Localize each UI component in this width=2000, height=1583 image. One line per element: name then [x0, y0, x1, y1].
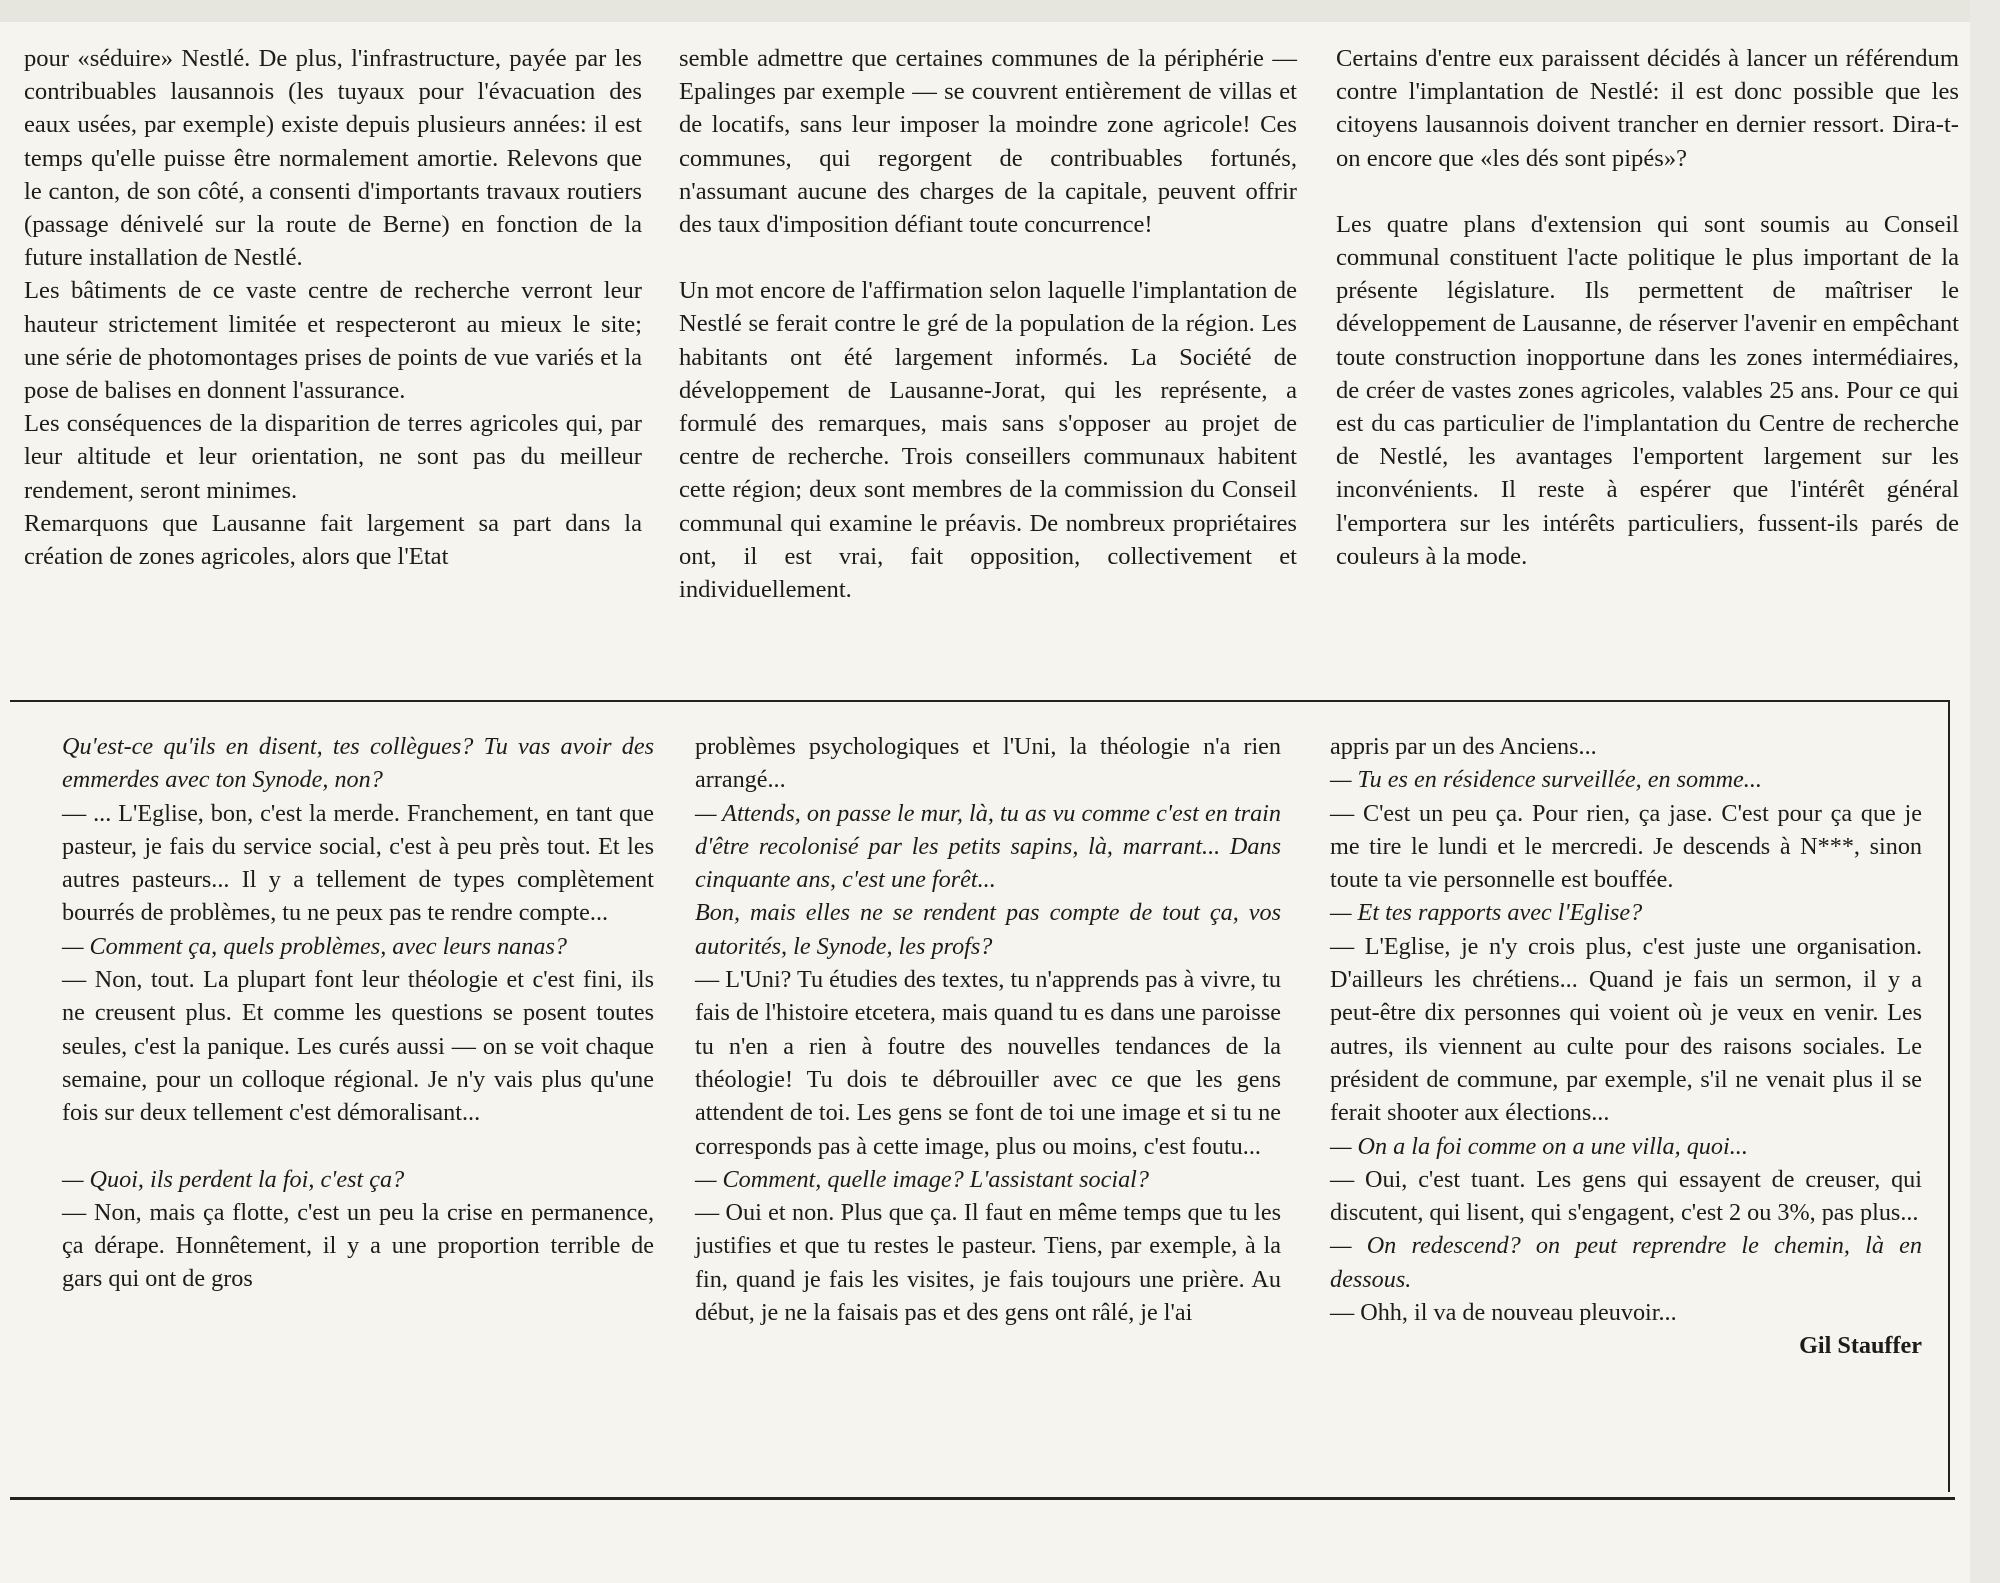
answer: appris par un des Anciens... [1330, 733, 1597, 760]
author-signature: Gil Stauffer [1799, 1332, 1922, 1360]
article-column-2 [679, 42, 1297, 606]
question: Qu'est-ce qu'ils en disent, tes collègues? Tu vas avoir des emmerdes avec ton Synode, non? [62, 733, 654, 794]
answer: — ... L'Eglise, bon, c'est la merde. Franchement, en tant que pasteur, je fais du service social, c'est à peu près tout. Et les autres pasteurs... Il y a tellement de types complètement bourrés de problèmes, tu ne peux pas te rendre compte... [62, 799, 654, 927]
paragraph: Les quatre plans d'extension qui sont soumis au Conseil communal constituent l'acte politique le plus important de la présente législature. Ils permettent de maîtriser le développement de Lausanne, de réserver l'avenir en empêchant toute construction inopportune dans les zones intermédiaires, de créer de vastes zones agricoles, valables 25 ans. Pour ce qui est du cas particulier de l'implantation du Centre de recherche de Nestlé, les avantages l'emportent largement sur les inconvénients. Il reste à espérer que l'intérêt général l'emportera sur les intérêts particuliers, fussent-ils parés de couleurs à la mode. [1336, 210, 1959, 570]
answer: — L'Eglise, je n'y crois plus, c'est juste une organisation. D'ailleurs les chrétiens... Quand je fais un sermon, il y a peut-être dix personnes qui voient où je veux en venir. Les autres, ils viennent au culte pour des raisons sociales. Le président de commune, par exemple, s'il ne venait plus il se ferait shooter aux élections... [1330, 932, 1922, 1127]
question: — Comment ça, quels problèmes, avec leurs nanas? [62, 932, 567, 960]
interview-column-3 [1330, 730, 1922, 1363]
question: — On redescend? on peut reprendre le chemin, là en dessous. [1330, 1232, 1922, 1293]
question: — Tu es en résidence surveillée, en somme... [1330, 766, 1762, 794]
answer: — C'est un peu ça. Pour rien, ça jase. C'est pour ça que je me tire le lundi et le mercredi. Je descends à N***, sinon toute ta vie personnelle est bouffée. [1330, 799, 1922, 894]
answer: problèmes psychologiques et l'Uni, la théologie n'a rien arrangé... [695, 733, 1281, 794]
answer: — Non, mais ça flotte, c'est un peu la crise en permanence, ça dérape. Honnêtement, il y a une proportion terrible de gars qui ont de gros [62, 1198, 654, 1293]
question: Bon, mais elles ne se rendent pas compte de tout ça, vos autorités, le Synode, les profs? [695, 899, 1281, 960]
top-edge-shade [0, 0, 2000, 22]
paragraph: Les bâtiments de ce vaste centre de recherche verront leur hauteur strictement limitée et respecteront au mieux le site; une série de photomontages prises de points de vue variés et la pose de balises en donnent l'assurance. [24, 277, 642, 405]
paragraph: Un mot encore de l'affirmation selon laquelle l'implantation de Nestlé se ferait contre le gré de la population de la région. Les habitants ont été largement informés. La Société de développement de Lausanne-Jorat, qui les représente, a formulé des remarques, mais sans s'opposer au projet de centre de recherche. Trois conseillers communaux habitent cette région; deux sont membres de la commission du Conseil communal qui examine le préavis. De nombreux propriétaires ont, il est vrai, fait opposition, collectivement et individuellement. [679, 277, 1297, 604]
article-column-3 [1336, 42, 1959, 573]
paragraph: Certains d'entre eux paraissent décidés à lancer un référendum contre l'implantation de Nestlé: il est donc possible que les citoyens lausannois doivent trancher en dernier ressort. Dira-t-on encore que «les dés sont pipés»? [1336, 45, 1959, 172]
article-columns [24, 42, 1959, 682]
paragraph: Remarquons que Lausanne fait largement sa part dans la création de zones agricoles, alors que l'Etat [24, 509, 642, 571]
answer: — Non, tout. La plupart font leur théologie et c'est fini, ils ne creusent plus. Et comme les questions se posent toutes seules, c'est la panique. Les curés aussi — on se voit chaque semaine, pour un colloque régional. Je n'y vais plus qu'une fois sur deux tellement c'est démoralisant... [62, 966, 654, 1127]
right-edge-shade [1970, 0, 2000, 1583]
question: — Quoi, ils perdent la foi, c'est ça? [62, 1165, 405, 1193]
question: — Comment, quelle image? L'assistant social? [695, 1165, 1149, 1193]
box-bottom-rule [10, 1497, 1955, 1500]
article-column-1 [24, 42, 642, 573]
question: — On a la foi comme on a une villa, quoi... [1330, 1132, 1748, 1160]
paragraph: semble admettre que certaines communes de la périphérie — Epalinges par exemple — se couvrent entièrement de villas et de locatifs, sans leur imposer la moindre zone agricole! Ces communes, qui regorgent de contribuables fortunés, n'assumant aucune des charges de la capitale, peuvent offrir des taux d'imposition défiant toute concurrence! [679, 45, 1297, 239]
answer: — L'Uni? Tu étudies des textes, tu n'apprends pas à vivre, tu fais de l'histoire etcetera, mais quand tu es dans une paroisse tu n'en a rien à foutre des nouvelles tendances de la théologie! Tu dois te débrouiller avec ce que les gens attendent de toi. Les gens se font de toi une image et si tu ne corresponds pas à cette image, plus ou moins, c'est foutu... [695, 966, 1281, 1160]
answer: — Oui, c'est tuant. Les gens qui essayent de creuser, qui discutent, qui lisent, qui s'engagent, c'est 2 ou 3%, pas plus... [1330, 1165, 1922, 1227]
interview-column-1 [62, 730, 654, 1296]
paragraph: pour «séduire» Nestlé. De plus, l'infrastructure, payée par les contribuables lausannois (les tuyaux pour l'évacuation des eaux usées, par exemple) existe depuis plusieurs années: il est temps qu'elle puisse être normalement amortie. Relevons que le canton, de son côté, a consenti d'importants travaux routiers (passage dénivelé sur la route de Berne) en fonction de la future installation de Nestlé. [24, 45, 642, 272]
paragraph: Les conséquences de la disparition de terres agricoles qui, par leur altitude et leur orientation, ne sont pas du meilleur rendement, seront minimes. [24, 410, 642, 504]
interview-column-2 [695, 730, 1281, 1329]
answer: — Oui et non. Plus que ça. Il faut en même temps que tu les justifies et que tu restes le pasteur. Tiens, par exemple, à la fin, quand je fais les visites, je fais toujours une prière. Au début, je ne la faisais pas et des gens ont râlé, je l'ai [695, 1199, 1281, 1327]
answer: — Ohh, il va de nouveau pleuvoir... [1330, 1299, 1677, 1327]
interview-box [10, 700, 1950, 1492]
question: — Attends, on passe le mur, là, tu as vu comme c'est en train d'être recolonisé par les petits sapins, là, marrant... Dans cinquante ans, c'est une forêt... [695, 799, 1281, 894]
question: — Et tes rapports avec l'Eglise? [1330, 899, 1643, 927]
